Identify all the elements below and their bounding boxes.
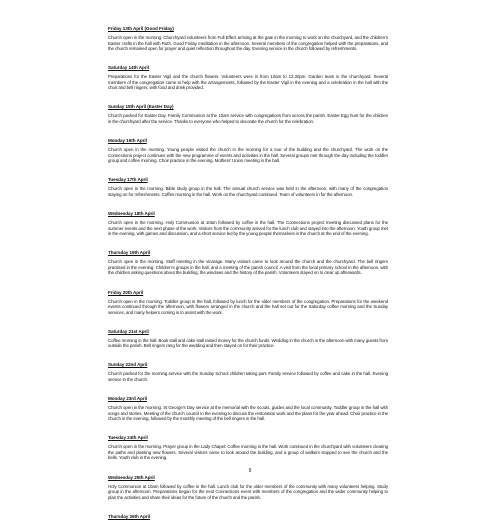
entry-text: Church packed for Easter Day. Family Communion at the 10am service with congregations from across the parish. Easter Egg hunt for the children in the churchyard after the service. Thanks to everyone who helped to decorate the church for the celebration. — [108, 113, 388, 125]
diary-entry — [108, 281, 388, 316]
entry-text: Coffee morning in the hall. Book stall and cake stall raised money for the church funds. Wedding in the church in the afternoon with many guests from outside the parish. Bell ringers rang for the wedding and then stayed on for their practice. — [108, 337, 388, 349]
entry-date-heading: Thursday 19th April — [108, 250, 151, 256]
entry-text: Church open in the morning. Young people visited the church in the morning for a tour of the building and the churchyard. The work on the Connections project continues with the new programme of events and activities in the hall. Several groups met through the day including the toddler group and coffee morning. Choir practice in the evening. Mothers' Union meeting in the hall. — [108, 147, 388, 164]
entry-text: Church open in the morning. Staff meeting in the vicarage. Many visitors came to look around the church and the churchyard. The bell ringers practised in the evening. Children's groups in the hall, and a meeting of the parish council. A visit from the local primary school in the afternoon, with the children asking questions about the building, the windows and the history of the parish. Volunteers stayed on to clear up afterwards. — [108, 259, 388, 276]
entry-date-heading: Tuesday 17th April — [108, 177, 148, 183]
diary-entry — [108, 95, 388, 124]
entry-date-heading: Monday 23rd April — [108, 396, 148, 402]
entry-date-heading: Tuesday 24th April — [108, 435, 148, 441]
diary-entry — [108, 168, 388, 197]
diary-entry — [108, 202, 388, 237]
entry-date-heading: Saturday 14th April — [108, 65, 149, 71]
entry-date-heading: Saturday 21st April — [108, 328, 149, 334]
entry-text: Preparations for the Easter Vigil and the church flowers. Volunteers were in from 10am to 12.30pm. Garden team in the churchyard. Several members of the congregation came to help with the arrangements, followed by the Easter Vigil in the evening and a celebration in the hall with the choir and bell ringers, with food and drink provided. — [108, 74, 388, 91]
entry-text: Church packed for the morning service with the Sunday School children taking part. Family service followed by coffee and cake in the hall. Evening service in the church. — [108, 371, 388, 383]
entry-text: Holy Communion at 10am followed by coffee in the hall. Lunch club for the older members of the community with many volunteers helping. Study group in the afternoon. Preparations began for the next Connections event with members of the congregation and the wider community helping to plan the activities and share their ideas for the future of the church and the parish. — [108, 483, 388, 500]
diary-entry — [108, 426, 388, 461]
entry-date-heading: Sunday 15th April (Easter Day) — [108, 104, 174, 110]
entry-text: Church open in the morning. Holy Communion at 10am followed by coffee in the hall. The Connections project meeting discussed plans for the summer events and the next phase of the work. Visitors from the community arrived for the lunch club and stayed into the afternoon. Youth group met in the evening, with games and discussion, and a short service led by the young people themselves in the church at the end of the evening. — [108, 220, 388, 237]
diary-entry — [108, 353, 388, 382]
entry-date-heading: Wednesday 25th April — [108, 474, 155, 480]
diary-entry — [108, 56, 388, 91]
diary-entry — [108, 17, 388, 52]
entry-date-heading: Thursday 26th April — [108, 513, 151, 519]
entry-text: Church open in the morning. Prayer group in the Lady Chapel. Coffee morning in the hall. Work continued in the churchyard with volunteers clearing the paths and planting new flowers. Several visitors came to look around the building, and a group of walkers stopped to see the church and the bells. Youth club in the evening. — [108, 444, 388, 461]
entry-text: Church open in the morning. Bible study group in the hall. The annual church service was held in the afternoon, with many of the congregation staying on for refreshments. Coffee morning in the hall. Work on the churchyard continued. Team of volunteers in for the afternoon. — [108, 186, 388, 197]
entry-text: Church open in the morning. St George's Day service at the memorial with the scouts, guides and the local community. Toddler group in the hall with songs and stories. Meeting of the church council in the evening to discuss the restoration work and the plans for the year ahead. Choir practice in the church in the evening, followed by the monthly meeting of the bell ringers in the hall. — [108, 405, 388, 422]
diary-entry — [108, 505, 388, 523]
entry-date-heading: Monday 16th April — [108, 138, 147, 144]
entry-date-heading: Wednesday 18th April — [108, 211, 155, 217]
diary-entry — [108, 320, 388, 349]
entry-text: Church open in the morning. Churchyard volunteers from Full Effect arriving at the gate in the morning to work on the churchyard, and the children's Easter crafts in the hall with Ruth. Good Friday meditation in the afternoon. Several members of the congregation helped with the preparations, and the church remained open for prayer and quiet reflection throughout the day. Evening service in the church followed by refreshments. — [108, 35, 388, 52]
entry-date-heading: Friday 20th April — [108, 289, 144, 295]
page-number: 9 — [248, 468, 252, 474]
diary-entry — [108, 387, 388, 422]
entry-date-heading: Friday 13th April (Good Friday) — [108, 26, 174, 31]
diary-entry — [108, 241, 388, 276]
diary-entry — [108, 129, 388, 164]
entry-date-heading: Sunday 22nd April — [108, 362, 148, 368]
entry-text: Church open in the morning. Toddler group in the hall, followed by lunch for the older members of the congregation. Preparations for the weekend events continued through the afternoon, with flowers arranged in the church and the hall set out for the Saturday coffee morning and the Sunday services, and many helpers coming in to assist with the work. — [108, 298, 388, 315]
